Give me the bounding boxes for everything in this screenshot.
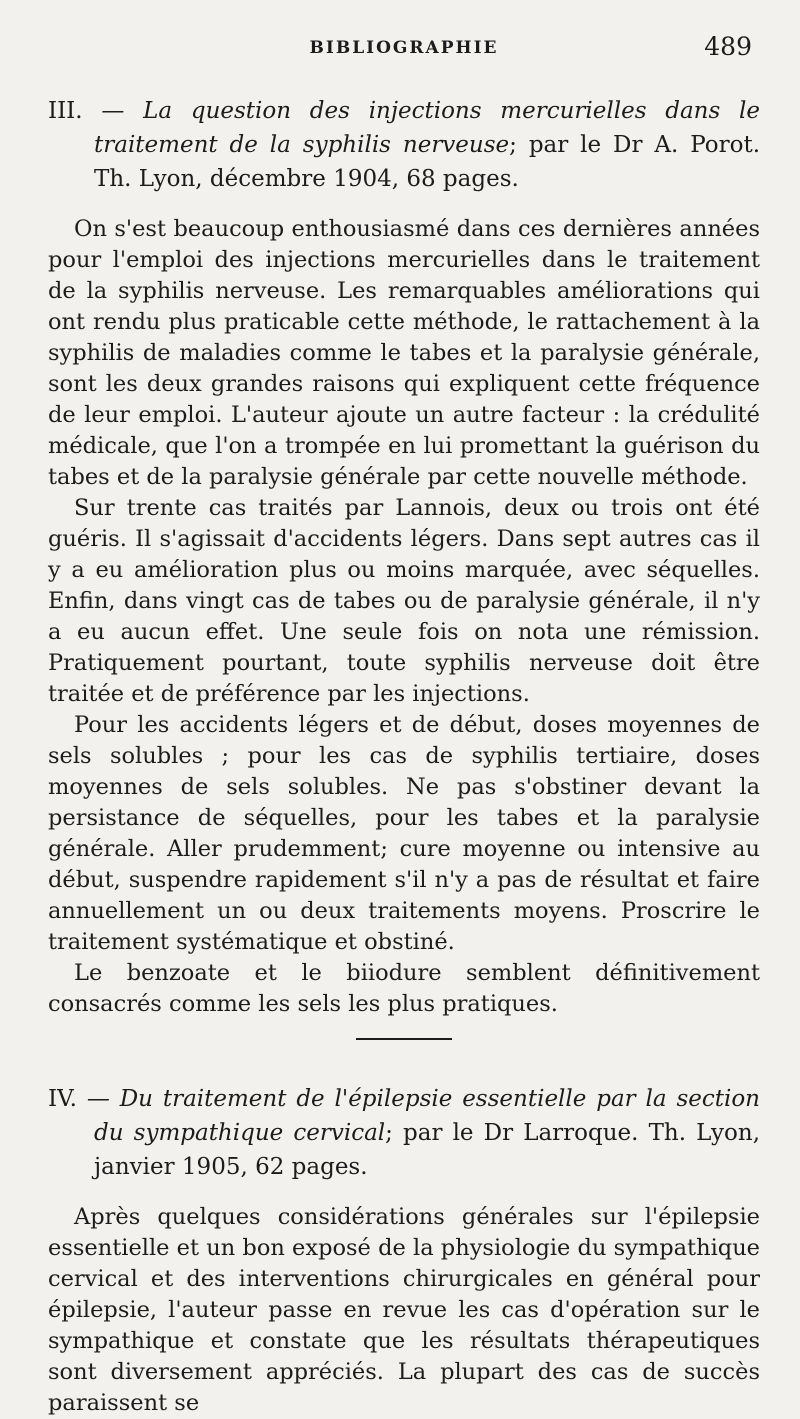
entry-four-paragraph: Après quelques considérations générales sur l'épilepsie essentielle et un bon exposé de la physiologie du sympathique cervical et des interventions chirurgicales en général pour épilepsie, l'auteur passe en revue les cas d'opération sur le sympathique et constate que les résultats thérapeutiques sont diversement appréciés. La plupart des cas de succès paraissent se	[48, 1204, 760, 1416]
entry-four-numeral: IV.	[48, 1086, 77, 1112]
entry-three-paragraph: On s'est beaucoup enthousiasmé dans ces dernières années pour l'emploi des injections mercurielles dans le traitement de la syphilis nerveuse. Les remarquables améliorations qui ont rendu plus praticable cette méthode, le rattachement à la syphilis de maladies comme le tabes et la paralysie générale, sont les deux grandes raisons qui expliquent cette fréquence de leur emploi. L'auteur ajoute un autre facteur : la crédulité médicale, que l'on a trompée en lui promettant la guérison du tabes et de la paralysie générale par cette nouvelle méthode.	[48, 216, 760, 490]
entry-three-title: La question des injections mercurielles dans le traitement de la syphilis nerveuse	[94, 98, 761, 158]
entry-three-paragraph: Sur trente cas traités par Lannois, deux ou trois ont été guéris. Il s'agissait d'accidents légers. Dans sept autres cas il y a eu amélioration plus ou moins marquée, avec séquelles. Enfin, dans vingt cas de tabes ou de paralysie générale, il n'y a eu aucun effet. Une seule fois on nota une rémission. Pratiquement pourtant, toute syphilis nerveuse doit être traitée et de préférence par les injections.	[48, 495, 760, 707]
entry-three-paragraph: Pour les accidents légers et de début, doses moyennes de sels solubles ; pour les cas de syphilis tertiaire, doses moyennes de sels solubles. Ne pas s'obstiner devant la persistance de séquelles, pour les tabes et la paralysie générale. Aller prudemment; cure moyenne ou intensive au début, suspendre rapidement s'il n'y a pas de résultat et faire annuellement un ou deux traitements moyens. Proscrire le traitement systématique et obstiné.	[48, 712, 760, 955]
entry-three-heading	[48, 94, 760, 196]
entry-three-paragraph: Le benzoate et le biiodure semblent définitivement consacrés comme les sels les plus pratiques.	[48, 960, 760, 1017]
entry-three-citation: ; par le Dr A. Porot. Th. Lyon, décembre 1904, 68 pages.	[94, 132, 761, 192]
entry-four-citation: ; par le Dr Larroque. Th. Lyon, janvier 1905, 62 pages.	[94, 1120, 760, 1180]
entry-four-heading	[48, 1082, 760, 1184]
running-head: BIBLIOGRAPHIE	[309, 38, 499, 58]
section-divider	[356, 1038, 452, 1040]
entry-three-numeral: III.	[48, 98, 83, 124]
page-header	[48, 0, 760, 82]
entry-four-title: Du traitement de l'épilepsie essentielle par la section du sympathique cervical	[94, 1086, 760, 1146]
entry-four-dash: —	[86, 1086, 110, 1112]
page-number: 489	[704, 32, 752, 61]
entry-three-dash: —	[101, 98, 125, 124]
